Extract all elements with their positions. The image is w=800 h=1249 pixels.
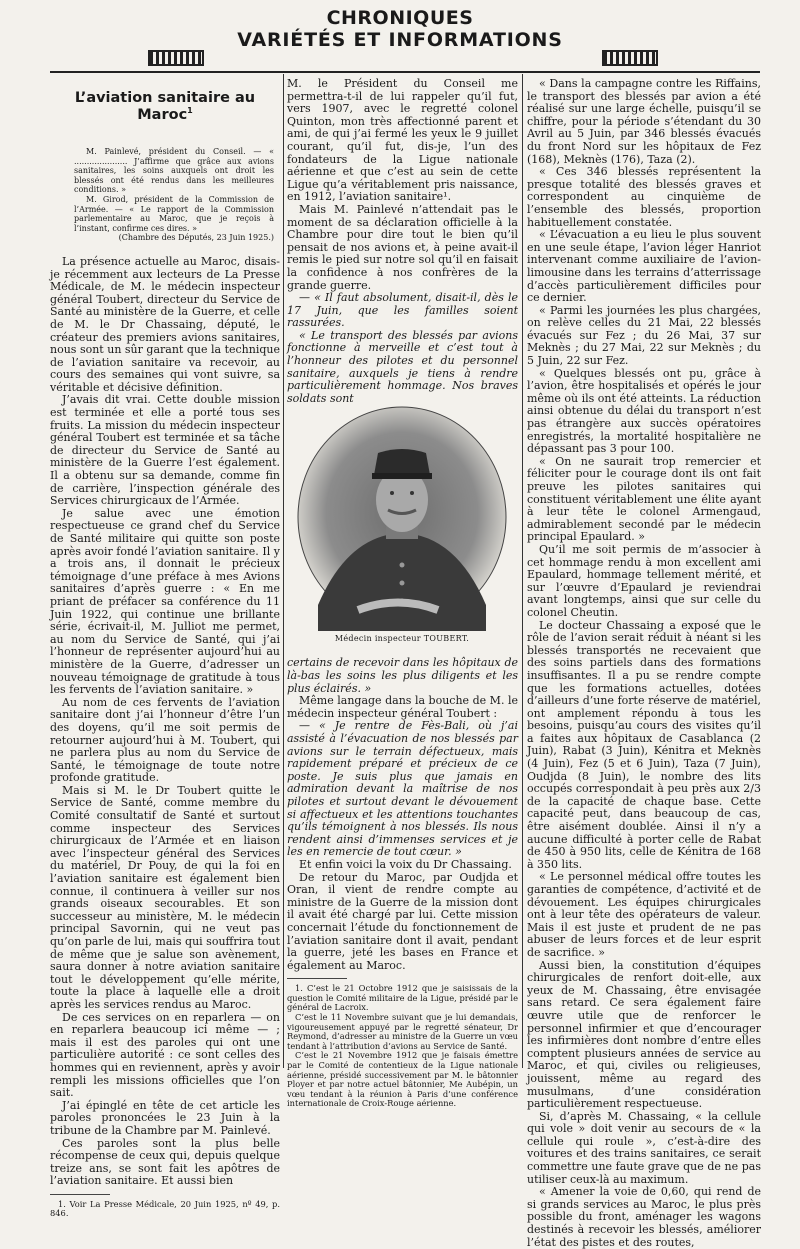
paragraph: « Le personnel médical offre toutes les garanties de compétence, d’activité et de dévouement. Les équipes chirurgicales ont à leur tête des opérateurs de valeur. Mais il est juste et prudent de ne pas abuser de leurs forces et de leur esprit de sacrifice. »	[527, 870, 761, 959]
paragraph: « Le transport des blessés par avions fonctionne à merveille et c’est tout à l’honneur des pilotes et du personnel sanitaire, auxquels je tiens à rendre particulièrement hommage. Nos braves soldats sont	[287, 328, 518, 405]
footnote: C’est le 21 Novembre 1912 que je faisais émettre par le Comité de contentieux de la Ligue nationale aérienne, présidé successivement par M. le bâtonnier Ployer et par notre actuel bâtonnier, Me Aubépin, un vœu tendant à la réunion à Paris d’une conférence internationale de Croix-Rouge aérienne.	[287, 1050, 518, 1109]
paragraph: De ces services on en reparlera — on en reparlera beaucoup ici même — ; mais il est des paroles qui ont une particulière autorité : ce sont celles des hommes qui en reviennent, après y avoir rempli les missions officielles que l’on sait.	[50, 1010, 280, 1100]
paragraph: Le docteur Chassaing a exposé que le rôle de l’avion serait réduit à néant si les blessés transportés ne recevaient que des soins partiels dans des formations insuffisantes. Il a pu se rendre compte que les formations actuelles, dotées d’ailleurs d’une forte réserve de matériel, ont amplement répondu à tous les besoins, puisqu’au cours des visites qu’il a faites aux hôpitaux de Casablanca (2 Juin), Rabat (3 Juin), Kénitra et Meknès (4 Juin), Fez (5 et 6 Juin), Taza (7 Juin), Oudjda (8 Juin), le nombre des lits occupés correspondait à peu près aux 2/3 de la capacité de chaque base. Cette capacité peut, dans beaucoup de cas, être aisément doublée. Ainsi il n’y a aucune difficulté à porter celle de Rabat de 450 à 950 lits, celle de Kénitra de 168 à 350 lits.	[527, 618, 761, 871]
footnote: 1. Voir La Presse Médicale, 20 Juin 1925, nº 49, p. 846.	[50, 1198, 280, 1219]
section-title-line2: VARIÉTÉS ET INFORMATIONS	[237, 29, 563, 51]
paragraph: Ces paroles sont la plus belle récompense de ceux qui, depuis quelque treize ans, se sont fait les apôtres de l’aviation sanitaire. Et aussi bien	[50, 1136, 280, 1188]
column-divider	[522, 74, 523, 1068]
paragraph: « Amener la voie de 0,60, qui rend de si grands services au Maroc, le plus près possible du front, aménager les wagons destinés à recevoir les blessés, améliorer l’état des pistes et des routes,	[527, 1185, 761, 1249]
paragraph: J’avais dit vrai. Cette double mission est terminée et elle a porté tous ses fruits. La mission du médecin inspecteur général Toubert est terminée et sa tâche de directeur du Service de Santé au ministère de la Guerre l’est également. Il a obtenu sur sa demande, comme fin de carrière, l’inspection générale des Services chirurgicaux de l’Armée.	[50, 393, 280, 508]
paragraph: — « Je rentre de Fès-Bali, où j’ai assisté à l’évacuation de nos blessés par avions sur le terrain défectueux, mais rapidement préparé et précieux de ce poste. Je suis plus que jamais en admiration devant la maîtrise de nos pilotes et surtout devant le dévouement si affectueux et les attentions touchantes qu’ils témoignent à nos blessés. Ils nous rendent ainsi d’immenses services et je les en remercie de tout cœur. »	[287, 719, 518, 859]
paragraph: Mais M. Painlevé n’attendait pas le moment de sa déclaration officielle à la Chambre pour dire tout le bien qu’il pensait de nos avions et, à peine avait-il remis le pied sur notre sol qu’il en faisait la confidence à nos confrères de la grande guerre.	[287, 202, 518, 292]
paragraph: « On ne saurait trop remercier et féliciter pour le courage dont ils ont fait preuve les pilotes sanitaires qui constituent véritablement une élite ayant à leur tête le colonel Armengaud, admirablement secondé par le médecin principal Epaulard. »	[527, 454, 761, 544]
paragraph: « Parmi les journées les plus chargées, on relève celles du 21 Mai, 22 blessés évacués sur Fez ; du 26 Mai, 37 sur Meknès ; du 27 Mai, 22 sur Meknès ; du 5 Juin, 22 sur Fez.	[527, 303, 761, 368]
epigraph-source: (Chambre des Députés, 23 Juin 1925.)	[118, 233, 274, 243]
header-rule	[50, 71, 760, 73]
section-title-line1: CHRONIQUES	[326, 7, 474, 29]
photo-caption: Médecin inspecteur TOUBERT.	[334, 634, 470, 644]
paragraph: « Quelques blessés ont pu, grâce à l’avion, être hospitalisés et opérés le jour même où ils ont été atteints. La réduction ainsi obtenue du délai du transport n’est pas étrangère aux succès opératoires enregistrés, la mortalité hospitalière ne dépassant pas 3 pour 100.	[527, 366, 761, 456]
paragraph: « L’évacuation a eu lieu le plus souvent en une seule étape, l’avion léger Hanriot intervenant comme auxiliaire de l’avion-limousine dans les terrains d’atterrissage d’accès particulièrement difficiles pour ce dernier.	[527, 228, 761, 305]
paragraph: La présence actuelle au Maroc, disais-je récemment aux lecteurs de La Presse Médicale, de M. le médecin inspecteur général Toubert, directeur du Service de Santé au ministère de la Guerre, et celle de M. le Dr Chassaing, député, le créateur des premiers avions sanitaires, nous sont un sûr garant que la technique de l’aviation sanitaire va recevoir, au cours des semaines qui vont suivre, sa véritable et décisive définition.	[50, 254, 280, 394]
left-ornament	[148, 50, 204, 66]
epigraph-quote: M. Painlevé, président du Conseil. — « ..................... J’affirme que grâce aux avions sanitaires, les soins auxquels ont droit les blessés ont été rendus dans les meilleures conditions. »	[74, 147, 274, 195]
column-2	[287, 77, 518, 1109]
paragraph: Je salue avec une émotion respectueuse ce grand chef du Service de Santé militaire qui quitte son poste après avoir fondé l’aviation sanitaire. Il y a trois ans, il donnait le précieux témoignage d’une préface à mes Avions sanitaires d’après guerre : « En me priant de préfacer sa conférence du 11 Juin 1922, qui continue une brillante série, écrivait-il, M. Julliot me permet, au nom du Service de Santé, qui j’ai l’honneur de représenter aujourd’hui au ministère de la Guerre, d’adresser un nouveau témoignage de gratitude à tous les fervents de l’aviation sanitaire. »	[50, 506, 280, 697]
epigraph-quote: M. Girod, président de la Commission de l’Armée. — « Le rapport de la Commission parlementaire au Maroc, que je reçois à l’instant, confirme ces dires. »	[74, 194, 274, 233]
right-ornament	[602, 50, 658, 66]
portrait-photo	[288, 405, 516, 651]
paragraph: Même langage dans la bouche de M. le médecin inspecteur général Toubert :	[287, 694, 518, 720]
column-divider	[283, 74, 284, 1068]
paragraph: « Ces 346 blessés représentent la presque totalité des blessés graves et correspondent au cinquième de l’ensemble des blessés, proportion habituellement constatée.	[527, 165, 761, 229]
paragraph: certains de recevoir dans les hôpitaux de là-bas les soins les plus diligents et les plus éclairés. »	[287, 656, 518, 695]
paragraph: Qu’il me soit permis de m’associer à cet hommage rendu à mon excellent ami Epaulard, hommage tellement mérité, et sur l’œuvre d’Epaulard je reviendrai avant longtemps, ainsi que sur celle du colonel Cheutin.	[527, 542, 761, 619]
title-footnote-mark: 1	[187, 105, 193, 115]
paragraph: Si, d’après M. Chassaing, « la cellule qui vole » doit venir au secours de « la cellule qui roule », c’est-à-dire des voitures et des trains sanitaires, ce serait commettre une faute grave que de ne pas utiliser ceux-là au maximum.	[527, 1109, 761, 1186]
paragraph: J’ai épinglé en tête de cet article les paroles prononcées le 23 Juin à la tribune de la Chambre par M. Painlevé.	[50, 1098, 280, 1137]
paragraph: Aussi bien, la constitution d’équipes chirurgicales de renfort doit-elle, aux yeux de M. Chassaing, être envisagée sans retard. Ce sera également faire œuvre utile que de renforcer le personnel infirmier et que d’encourager les infirmières dont nombre d’entre elles comptent plusieurs années de service au Maroc, et qui, civiles ou religieuses, jouissent, même au regard des musulmans, d’une considération particulièrement respectueuse.	[527, 958, 761, 1111]
paragraph: « Dans la campagne contre les Riffains, le transport des blessés par avion a été réalisé sur une large échelle, puisqu’il se chiffre, pour la période s’étendant du 30 Avril au 5 Juin, par 346 blessés évacués du front Nord sur les hôpitaux de Fez (168), Meknès (176), Taza (2).	[527, 77, 761, 166]
footnote-rule	[287, 978, 347, 979]
paragraph: Au nom de ces fervents de l’aviation sanitaire dont j’ai l’honneur d’être l’un des doyens, qu’il me soit permis de retourner aujourd’hui à M. Toubert, qui ne parlera plus au nom du Service de Santé, le témoignage de toute notre profonde gratitude.	[50, 695, 280, 785]
column-1	[50, 78, 280, 1219]
article-title	[50, 92, 280, 121]
paragraph: Et enfin voici la voix du Dr Chassaing.	[299, 857, 512, 871]
portrait-image	[288, 405, 516, 631]
article-title-text: L’aviation sanitaire au Maroc	[74, 90, 256, 123]
section-header	[0, 6, 800, 66]
footnote: 1. C’est le 21 Octobre 1912 que je saisissais de la question le Comité militaire de la Ligue, présidé par le général de Lacroix.	[287, 983, 518, 1013]
paragraph: De retour du Maroc, par Oudjda et Oran, il vient de rendre compte au ministre de la Guerre de la mission dont il avait été chargé par lui. Cette mission concernait l’étude du fonctionnement de l’aviation sanitaire dont il avait, pendant la guerre, jeté les bases en France et également au Maroc.	[287, 870, 518, 972]
paragraph: M. le Président du Conseil me permettra-t-il de lui rappeler qu’il fut, vers 1907, avec le regretté colonel Quinton, mon très affectionné parent et ami, de qui j’ai fermé les yeux le 9 juillet courant, qu’il fut, dis-je, l’un des fondateurs de la Ligue nationale aérienne et que c’est au sein de cette Ligue qu’a véritablement pris naissance, en 1912, l’aviation sanitaire¹.	[287, 77, 518, 204]
footnote-rule	[50, 1194, 110, 1195]
footnote: C’est le 11 Novembre suivant que je lui demandais, vigoureusement appuyé par le regretté sénateur, Dr Reymond, d’adresser au ministre de la Guerre un vœu tendant à l’attribution d’avions au Service de Santé.	[287, 1012, 518, 1051]
paragraph: — « Il faut absolument, disait-il, dès le 17 Juin, que les familles soient rassurées.	[287, 291, 518, 330]
paragraph: Mais si M. le Dr Toubert quitte le Service de Santé, comme membre du Comité consultatif de Santé et surtout comme inspecteur des Services chirurgicaux de l’Armée et en liaison avec l’inspecteur général des Services du matériel, Dr Pouy, de qui la foi en l’aviation sanitaire est également bien connue, il continuera à veiller sur nos grands oiseaux secourables. Et son successeur au ministère, M. le médecin principal Savornin, qui ne veut pas qu’on parle de lui, mais qui souffrira tout de même que je salue son avènement, saura donner à notre aviation sanitaire tout le développement qu’elle mérite, toute la place à laquelle elle a droit après les services rendus au Maroc.	[50, 783, 280, 1011]
column-3	[527, 77, 761, 1249]
